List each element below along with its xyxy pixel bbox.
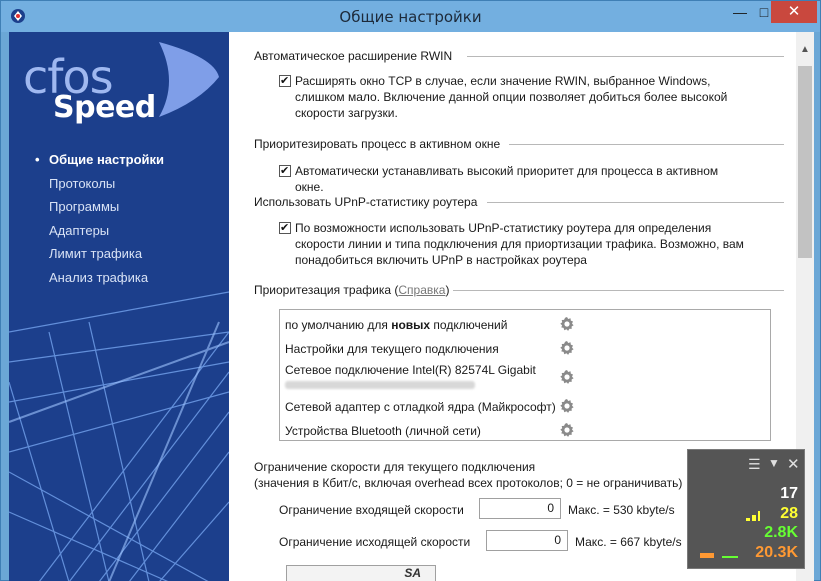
gear-icon[interactable] bbox=[559, 340, 575, 356]
scroll-thumb[interactable] bbox=[798, 66, 812, 258]
sidebar-item-label: Анализ трафика bbox=[49, 269, 149, 285]
upload-bar-icon bbox=[722, 556, 738, 558]
section-divider bbox=[453, 290, 784, 291]
chevron-down-icon[interactable]: ▼ bbox=[768, 456, 780, 470]
sidebar-item-label: Общие настройки bbox=[49, 152, 164, 167]
close-icon[interactable]: ✕ bbox=[787, 456, 800, 473]
traffic-prio-title: Приоритезация трафика ( bbox=[254, 283, 399, 297]
upnp-checkbox[interactable] bbox=[279, 222, 291, 234]
active-window-checkbox[interactable] bbox=[279, 165, 291, 177]
widget-value-download: 20.3K bbox=[755, 544, 798, 561]
rwin-option[interactable] bbox=[279, 73, 749, 121]
speed-widget[interactable] bbox=[687, 449, 805, 569]
active-window-checkbox-label: Автоматически устанавливать высокий приоритет для процесса в активном окне. bbox=[295, 164, 719, 194]
widget-value-upload: 2.8K bbox=[764, 524, 798, 541]
gear-icon[interactable] bbox=[559, 422, 575, 438]
section-title-upnp: Использовать UPnP-статистику роутера bbox=[254, 195, 478, 209]
sidebar-item-label: Протоколы bbox=[49, 175, 116, 191]
widget-value-ping: 17 bbox=[780, 485, 798, 502]
blurred-adapter-id bbox=[285, 381, 475, 389]
prio-default-bold: новых bbox=[391, 318, 431, 332]
logo-cfos-text: cfos bbox=[23, 50, 113, 104]
partial-control[interactable] bbox=[286, 565, 436, 581]
sidebar-item-general[interactable] bbox=[35, 152, 164, 176]
sidebar-item-adapters[interactable] bbox=[35, 223, 164, 247]
gear-icon[interactable] bbox=[559, 369, 575, 385]
sidebar-item-label: Программы bbox=[49, 199, 120, 214]
download-bar-icon bbox=[700, 553, 714, 558]
prio-default-suffix: подключений bbox=[430, 318, 508, 332]
speed-limit-subtitle: (значения в Кбит/с, включая overhead всех протоколов; 0 = не ограничивать) bbox=[254, 476, 683, 490]
outgoing-max-text: Макс. = 667 kbyte/s bbox=[575, 535, 682, 549]
window-title: Общие настройки bbox=[339, 8, 482, 26]
title-bar[interactable] bbox=[1, 1, 820, 32]
gear-icon[interactable] bbox=[559, 316, 575, 332]
incoming-limit-input[interactable]: 0 bbox=[479, 498, 561, 519]
section-divider bbox=[467, 56, 784, 57]
logo-speed-text: Speed bbox=[53, 90, 156, 125]
prio-item-network[interactable]: Сетевое подключение Intel(R) 82574L Gigabit bbox=[285, 363, 536, 377]
menu-icon[interactable]: ☰ bbox=[748, 456, 761, 472]
gear-icon[interactable] bbox=[559, 398, 575, 414]
upnp-option[interactable] bbox=[279, 220, 749, 268]
prio-item-bluetooth[interactable]: Устройства Bluetooth (личной сети) bbox=[285, 424, 481, 438]
sidebar-item-programs[interactable] bbox=[35, 199, 164, 223]
section-divider bbox=[509, 144, 784, 145]
partial-control-text: SA bbox=[404, 566, 421, 580]
section-title-active-window: Приоритезировать процесс в активном окне bbox=[254, 137, 501, 151]
prio-item-default[interactable] bbox=[285, 318, 507, 332]
maximize-button[interactable]: □ bbox=[759, 4, 769, 20]
help-link[interactable]: Справка bbox=[398, 283, 446, 297]
sidebar-item-protocols[interactable] bbox=[35, 176, 164, 200]
traffic-prio-list bbox=[279, 309, 771, 441]
prio-item-kernel-debug[interactable]: Сетевой адаптер с отладкой ядра (Майкрософт) bbox=[285, 400, 556, 414]
scroll-up-icon[interactable]: ▲ bbox=[800, 44, 810, 55]
traffic-prio-title-end: ) bbox=[445, 283, 450, 297]
incoming-limit-label: Ограничение входящей скорости bbox=[279, 503, 464, 517]
section-divider bbox=[487, 202, 784, 203]
sidebar-nav bbox=[35, 152, 164, 293]
rwin-checkbox-label: Расширять окно TCP в случае, если значение RWIN, выбранное Windows, слишком мало. Включение данной опции позволяет добиться более высокой скорости загрузки. bbox=[295, 74, 728, 120]
close-button[interactable]: ✕ bbox=[771, 1, 817, 23]
incoming-max-text: Макс. = 530 kbyte/s bbox=[568, 503, 675, 517]
sidebar-item-traffic-limit[interactable] bbox=[35, 246, 164, 270]
signal-bars-icon bbox=[746, 508, 766, 522]
section-title-speed-limit: Ограничение скорости для текущего подключения bbox=[254, 460, 536, 474]
active-window-option[interactable] bbox=[279, 163, 749, 195]
prio-default-prefix: по умолчанию для bbox=[285, 318, 392, 332]
sidebar-item-label: Адаптеры bbox=[49, 222, 110, 238]
widget-value-quality: 28 bbox=[780, 505, 798, 522]
upnp-checkbox-label: По возможности использовать UPnP-статистику роутера для определения скорости линии и типа подключения для приортизации трафика. Возможно, вам понадобиться включить UPnP в настройках роутера bbox=[295, 221, 744, 267]
section-title-rwin: Автоматическое расширение RWIN bbox=[254, 49, 453, 63]
rwin-checkbox[interactable] bbox=[279, 75, 291, 87]
active-bullet: • bbox=[35, 152, 40, 167]
outgoing-limit-input[interactable]: 0 bbox=[486, 530, 568, 551]
sidebar bbox=[9, 32, 229, 581]
section-title-traffic-prio bbox=[254, 283, 449, 297]
outgoing-limit-label: Ограничение исходящей скорости bbox=[279, 535, 471, 549]
sidebar-item-traffic-analysis[interactable] bbox=[35, 270, 164, 294]
minimize-button[interactable]: — bbox=[733, 4, 747, 20]
sidebar-item-label: Лимит трафика bbox=[49, 246, 143, 261]
prio-item-current[interactable]: Настройки для текущего подключения bbox=[285, 342, 499, 356]
